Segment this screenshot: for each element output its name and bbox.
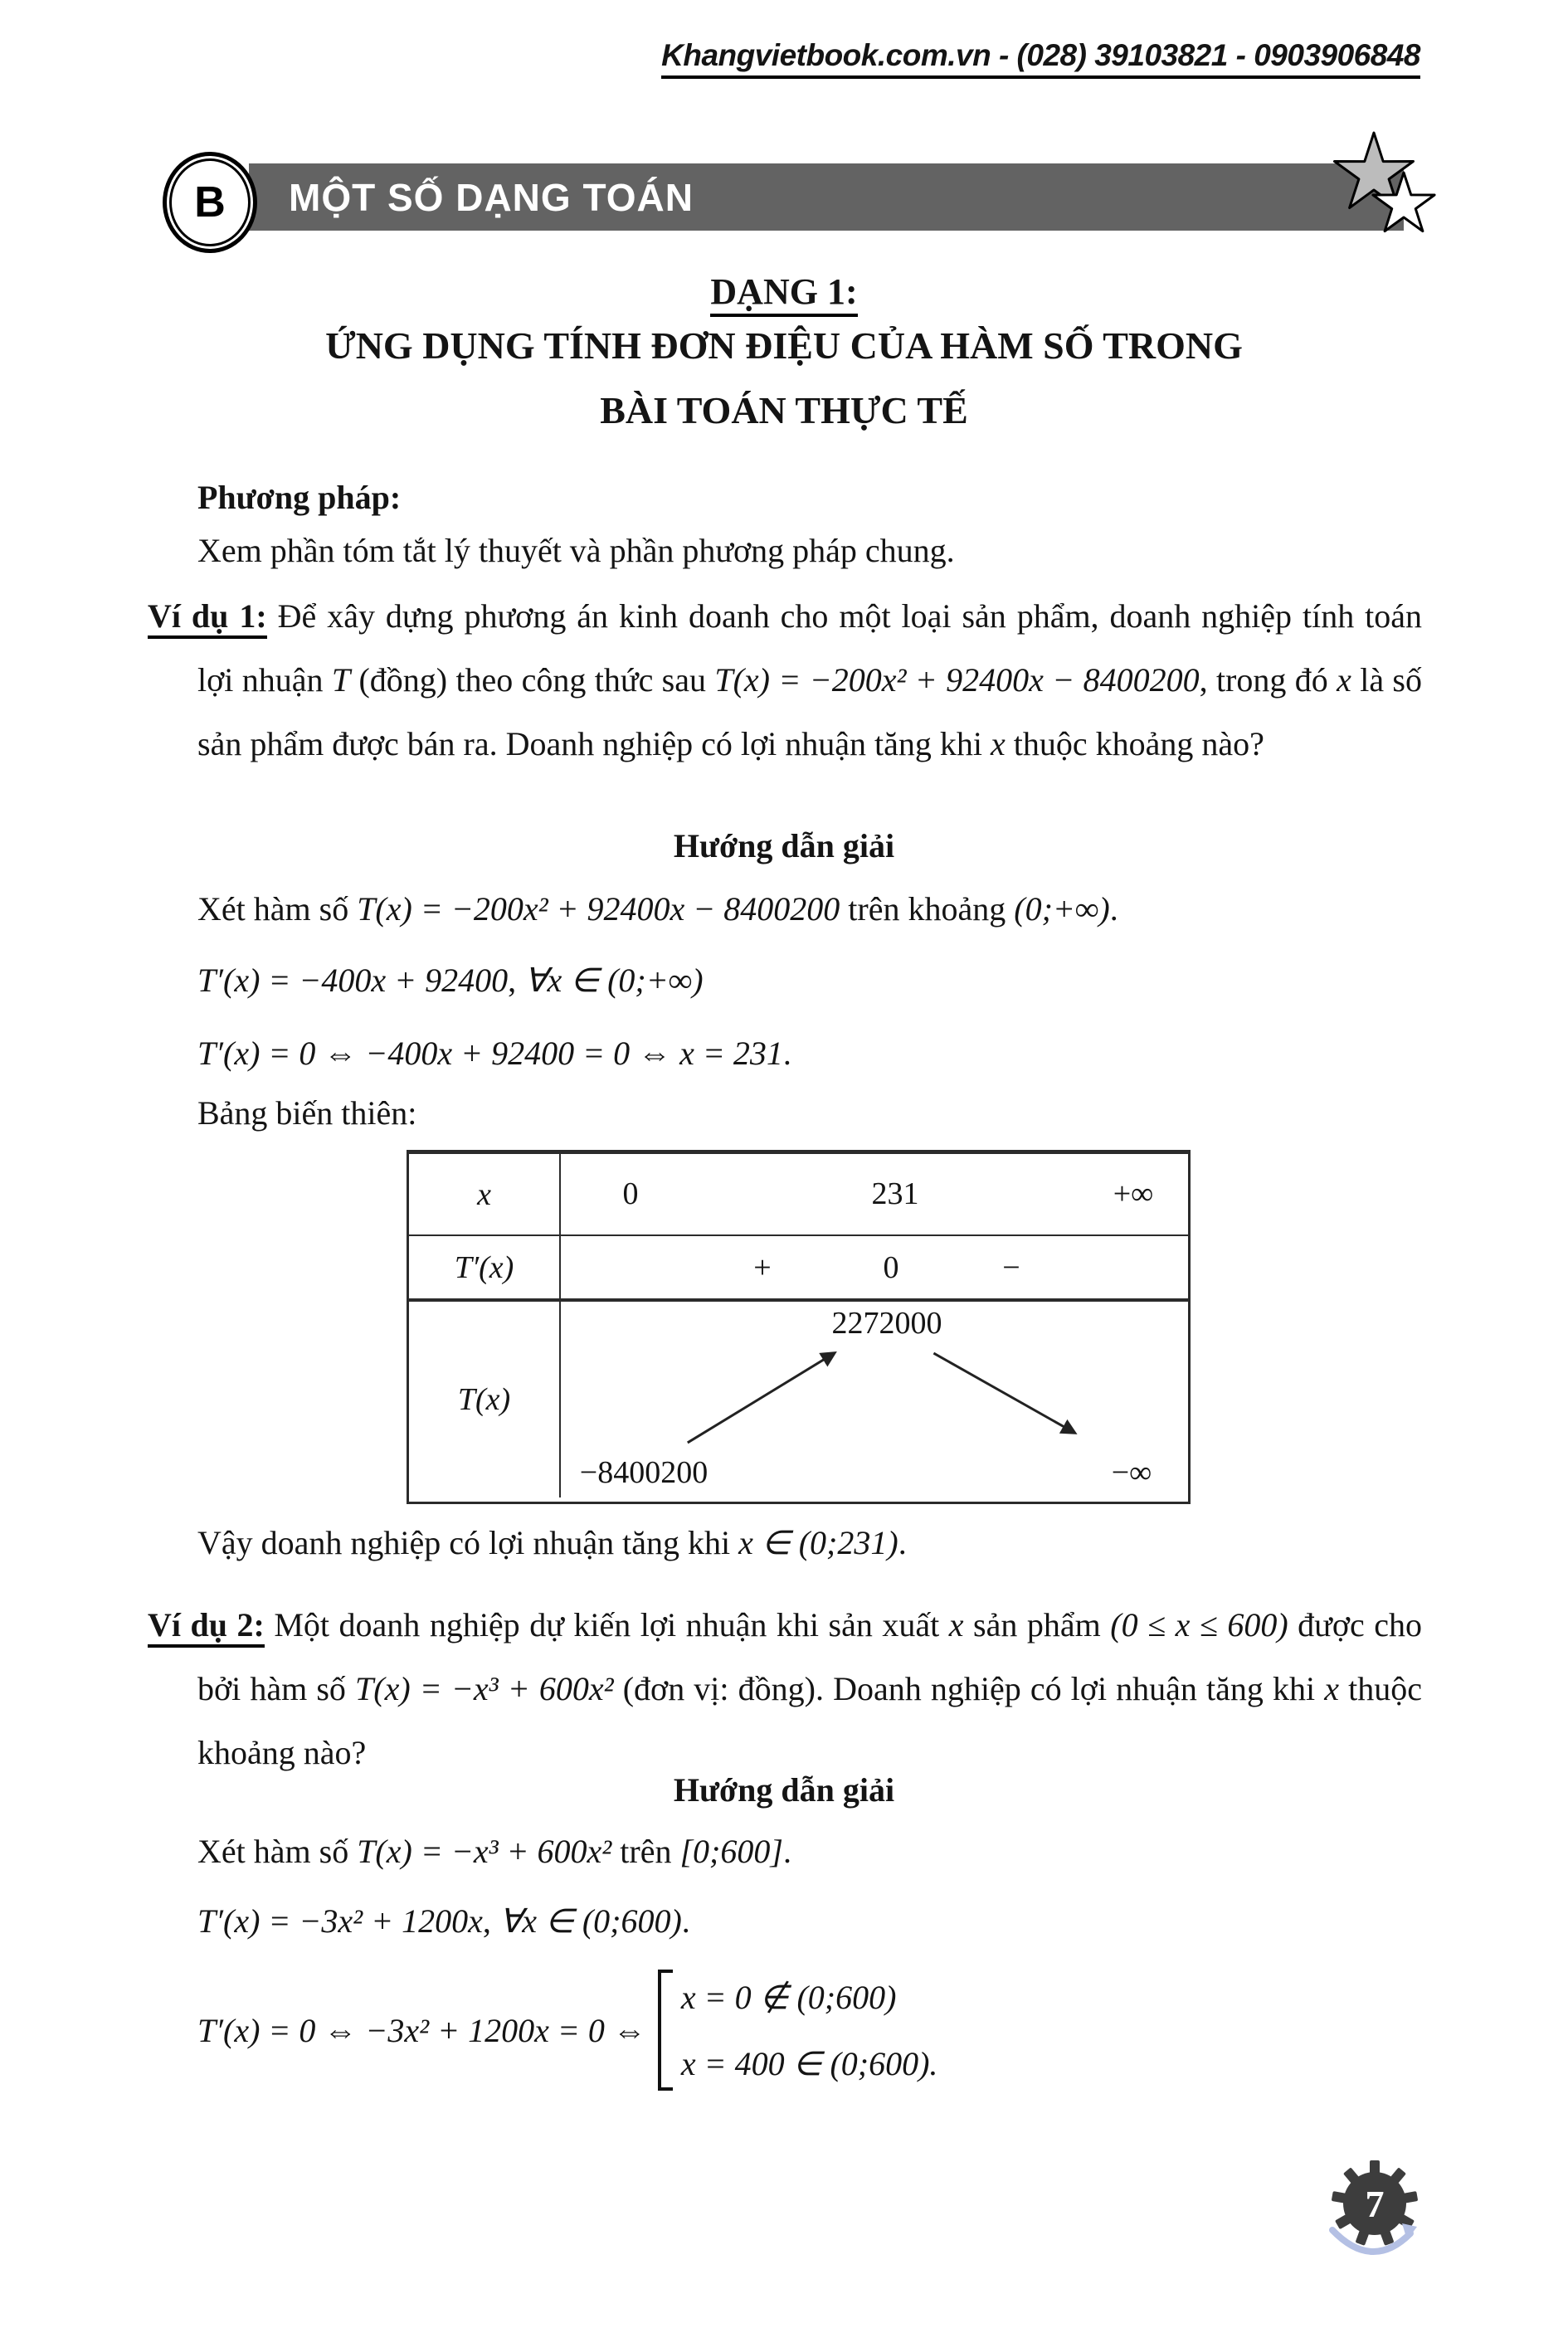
example2-paragraph: Ví dụ 2: Một doanh nghiệp dự kiến lợi nhuận khi sản xuất x sản phẩm (0 ≤ x ≤ 600) được cho bởi hàm số T(x) = −x³ + 600x² (đơn vị: đồng). Doanh nghiệp có lợi nhuận tăng khi x thuộc khoảng nào? [148,1606,1423,1771]
solution1-line1: Xét hàm số T(x) = −200x² + 92400x − 8400200 trên khoảng (0;+∞). [197,890,1118,928]
dang1-title-line2: BÀI TOÁN THỰC TẾ [600,389,968,431]
site-header-text: Khangvietbook.com.vn - (028) 39103821 - 0903906848 [661,38,1420,72]
dang1-label: DẠNG 1: [148,270,1420,313]
page-number: 7 [1365,2183,1385,2225]
sign-plus: + [753,1250,772,1285]
method-text: Xem phần tóm tắt lý thuyết và phần phương pháp chung. [197,532,955,569]
row-label-x: x [477,1176,491,1212]
guide-heading-1: Hướng dẫn giải [673,827,895,864]
method-label: Phương pháp: [197,479,402,516]
x-value-0: 0 [622,1176,639,1211]
cases-head: T′(x) = 0 ⇔ −3x² + 1200x = 0 ⇔ [197,2011,646,2049]
solution1-line3: T′(x) = 0 ⇔ −400x + 92400 = 0 ⇔ x = 231. [197,1035,791,1072]
site-header [661,38,1420,79]
solution2-line1: Xét hàm số T(x) = −x³ + 600x² trên [0;600]. [197,1833,791,1870]
star-icon [1331,126,1444,239]
page-number-badge [1324,2154,1434,2275]
cases-bracket-icon [658,1970,673,2091]
bbt-label: Bảng biến thiên: [197,1094,417,1132]
solution2-line2: T′(x) = −3x² + 1200x, ∀x ∈ (0;600). [197,1902,690,1940]
case-1: x = 0 ∉ (0;600) [680,1978,897,2016]
section-badge [163,152,257,253]
t-start-value: −8400200 [579,1455,709,1490]
case-2: x = 400 ∈ (0;600). [680,2044,938,2082]
section-title: MỘT SỐ DẠNG TOÁN [289,175,694,219]
example2-label: Ví dụ 2: [148,1606,265,1648]
x-value-231: 231 [871,1176,919,1211]
row-label-t-prime: T′(x) [454,1249,514,1285]
table-row-x [409,1154,1188,1236]
solution1-line2: T′(x) = −400x + 92400, ∀x ∈ (0;+∞) [197,962,704,999]
conclusion-1: Vậy doanh nghiệp có lợi nhuận tăng khi x ∈ (0;231). [197,1524,907,1561]
sign-zero: 0 [883,1250,899,1285]
guide-heading-2: Hướng dẫn giải [673,1771,895,1809]
table-row-function [409,1302,1188,1497]
section-badge-letter: B [194,178,226,226]
variation-table [407,1150,1191,1504]
solution2-cases [197,1965,937,2096]
sign-minus: − [1002,1250,1020,1285]
t-max-value: 2272000 [831,1306,942,1341]
x-value-inf: +∞ [1113,1176,1154,1211]
increase-arrow-icon [688,1353,835,1443]
row-label-t: T(x) [457,1382,511,1417]
section-banner [249,163,1404,231]
example1-paragraph: Ví dụ 1: Để xây dựng phương án kinh doanh cho một loại sản phẩm, doanh nghiệp tính toán lợi nhuận T (đồng) theo công thức sau T(x) = −200x² + 92400x − 8400200, trong đó x là số sản phẩm được bán ra. Doanh nghiệp có lợi nhuận tăng khi x thuộc khoảng nào? [148,597,1423,762]
t-end-value: −∞ [1111,1455,1152,1490]
table-row-derivative [409,1236,1188,1302]
dang1-title-line1: ỨNG DỤNG TÍNH ĐƠN ĐIỆU CỦA HÀM SỐ TRONG [325,324,1243,367]
decrease-arrow-icon [933,1353,1074,1433]
example1-label: Ví dụ 1: [148,597,267,639]
